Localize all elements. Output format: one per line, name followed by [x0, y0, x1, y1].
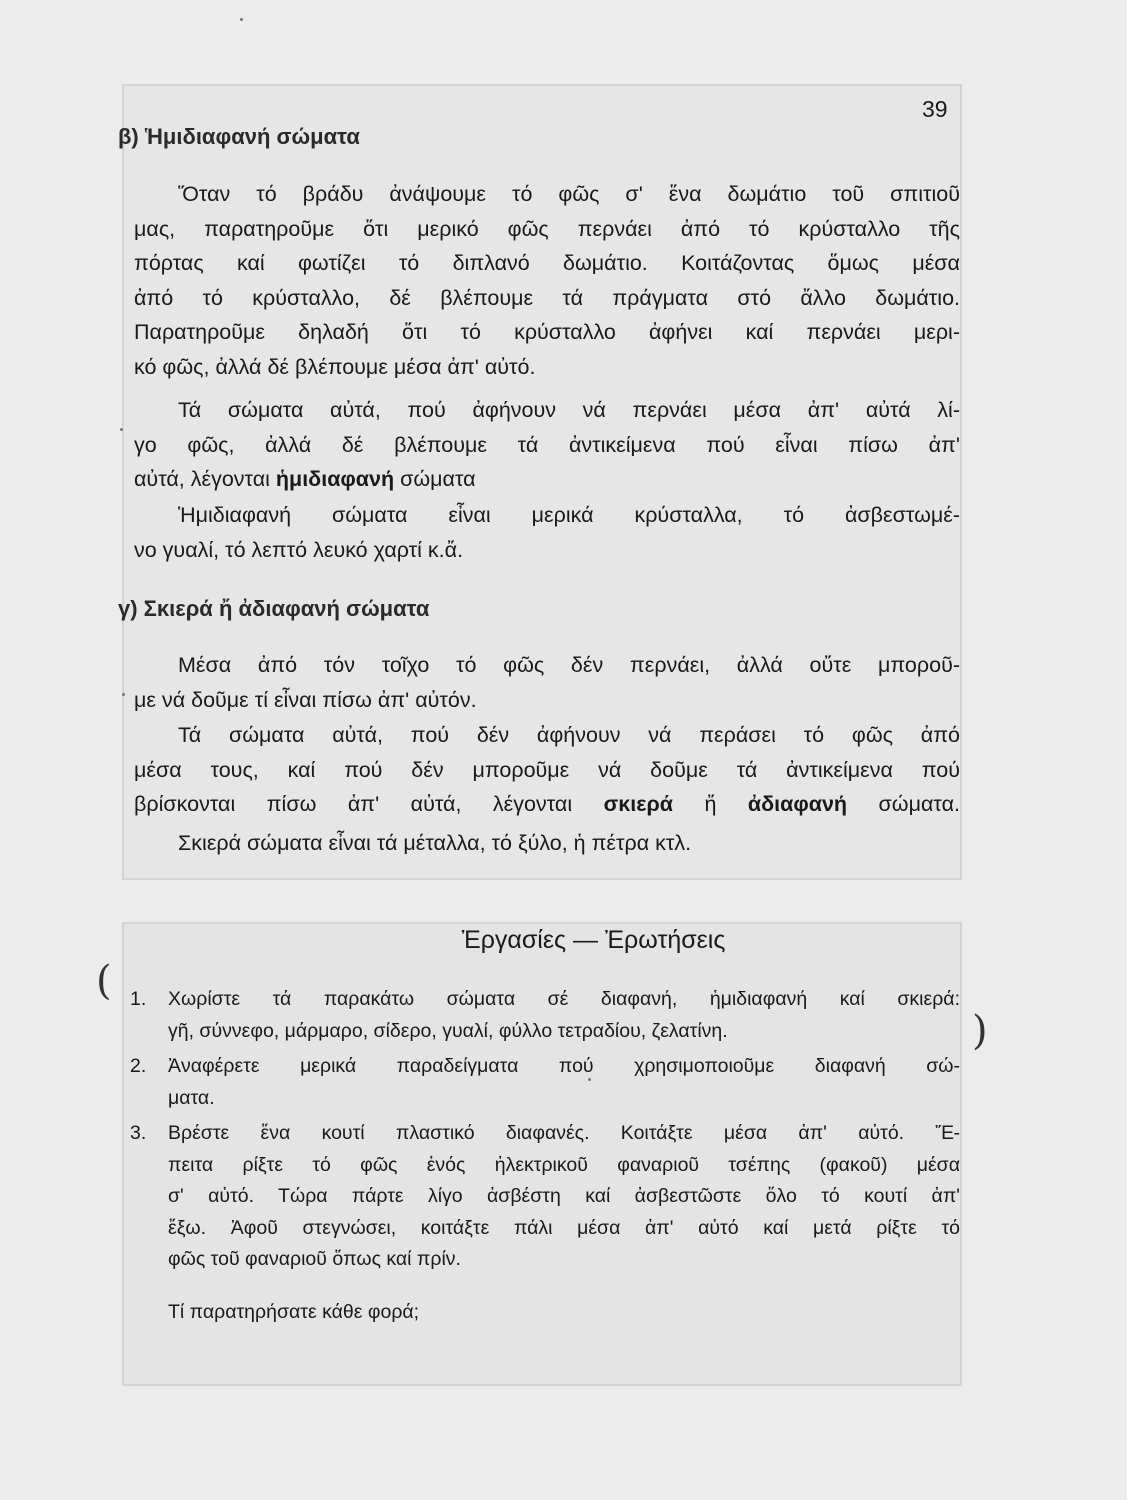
handwritten-bracket-left: ( [96, 958, 112, 1004]
text-line: Ἡμιδιαφανή σώματα εἶναι μερικά κρύσταλλα, τό ἀσβεστωμέ- [178, 503, 960, 527]
text-line: Παρατηροῦμε δηλαδή ὅτι τό κρύσταλλο ἀφήνει καί περνάει μερι- [134, 320, 960, 344]
text-fragment: βρίσκονται πίσω ἀπ' αὐτά, λέγονται [134, 792, 604, 816]
section-heading-opaque: γ) Σκιερά ἤ ἀδιαφανή σώματα [118, 596, 430, 621]
text-line: γῆ, σύννεφο, μάρμαρο, σίδερο, γυαλί, φύλλο τετραδίου, ζελατίνη. [168, 1019, 728, 1042]
exercise-item [130, 984, 960, 1047]
scan-speck [240, 18, 243, 21]
page-number: 39 [922, 96, 948, 122]
paragraph-semitransparent-definition [134, 393, 960, 497]
text-line: Βρέστε ἕνα κουτί πλαστικό διαφανές. Κοιτάξτε μέσα ἀπ' αὐτό. Ἔ- [168, 1122, 960, 1144]
text-line [134, 787, 960, 822]
text-line: κό φῶς, ἀλλά δέ βλέπουμε μέσα ἀπ' αὐτό. [134, 354, 536, 379]
text-line: ματα. [168, 1086, 215, 1109]
exercise-number: 3. [130, 1122, 147, 1144]
key-term-semitransparent: ἡμιδιαφανή [275, 467, 395, 491]
text-line: σ' αὐτό. Τώρα πάρτε λίγο ἀσβέστη καί ἀσβεστῶστε ὅλο τό κουτί ἀπ' [168, 1185, 960, 1207]
text-line: Τά σώματα αὐτά, πού δέν ἀφήνουν νά περάσει τό φῶς ἀπό [178, 723, 960, 747]
exercise-number: 2. [130, 1055, 147, 1077]
text-line: μέσα τους, καί πού δέν μποροῦμε νά δοῦμε τά ἀντικείμενα πού [134, 757, 960, 782]
text-line: φῶς τοῦ φαναριοῦ ὅπως καί πρίν. [168, 1248, 461, 1270]
text-line [134, 462, 960, 497]
final-question: Τί παρατηρήσατε κάθε φορά; [168, 1301, 420, 1323]
text-line: ἔξω. Ἀφοῦ στεγνώσει, κοιτάξτε πάλι μέσα ἀπ' αὐτό καί μετά ρίξτε τό [168, 1216, 960, 1239]
text-line: ἀπό τό κρύσταλλο, δέ βλέπουμε τά πράγματα στό ἄλλο δωμάτιο. [134, 285, 960, 310]
paragraph-opaque-definition [134, 718, 960, 822]
exercise-number: 1. [130, 988, 147, 1010]
scan-speck [122, 693, 125, 696]
text-fragment: σώματα [394, 467, 476, 491]
paragraph-opaque-examples [134, 826, 914, 861]
text-fragment: σώματα. [847, 792, 960, 816]
exercise-item [130, 1051, 960, 1114]
text-line: νο γυαλί, τό λεπτό λευκό χαρτί κ.ἄ. [134, 537, 464, 562]
text-line: Μέσα ἀπό τόν τοῖχο τό φῶς δέν περνάει, ἀλλά οὔτε μποροῦ- [178, 653, 960, 677]
text-line: Ἀναφέρετε μερικά παραδείγματα πού χρησιμοποιοῦμε διαφανή σώ- [168, 1055, 960, 1077]
text-line: Ὅταν τό βράδυ ἀνάψουμε τό φῶς σ' ἕνα δωμάτιο τοῦ σπιτιοῦ [178, 182, 960, 206]
scan-speck [588, 1078, 591, 1081]
exercise-item [130, 1118, 960, 1276]
text-line: μας, παρατηροῦμε ὅτι μερικό φῶς περνάει ἀπό τό κρύσταλλο τῆς [134, 216, 960, 241]
key-term-shadow: σκιερά [603, 792, 673, 816]
text-line: πόρτας καί φωτίζει τό διπλανό δωμάτιο. Κοιτάζοντας ὅμως μέσα [134, 251, 960, 275]
text-line: πειτα ρίξτε τό φῶς ἑνός ἠλεκτρικοῦ φαναριοῦ τσέπης (φακοῦ) μέσα [168, 1153, 960, 1176]
text-fragment: ἤ [673, 792, 748, 816]
text-line: γο φῶς, ἀλλά δέ βλέπουμε τά ἀντικείμενα πού εἶναι πίσω ἀπ' [134, 432, 960, 457]
text-fragment: αὐτά, λέγονται [134, 467, 276, 491]
text-line: με νά δοῦμε τί εἶναι πίσω ἀπ' αὐτόν. [134, 687, 477, 712]
paragraph-opaque-intro [134, 648, 960, 717]
text-line: Σκιερά σώματα εἶναι τά μέταλλα, τό ξύλο, ἡ πέτρα κτλ. [178, 831, 692, 855]
text-line: Χωρίστε τά παρακάτω σώματα σέ διαφανή, ἡμιδιαφανή καί σκιερά: [168, 988, 960, 1010]
key-term-opaque: ἀδιαφανή [747, 792, 848, 816]
exercise-list [130, 984, 960, 1280]
exercises-heading: Ἐργασίες — Ἐρωτήσεις [461, 926, 726, 954]
paragraph-semitransparent-examples [134, 498, 960, 567]
scan-speck [120, 428, 123, 431]
handwritten-bracket-right: ) [972, 1008, 988, 1054]
section-heading-semitransparent: β) Ἡμιδιαφανή σώματα [118, 124, 360, 149]
paragraph-semitransparent-intro [134, 177, 960, 384]
text-line: Τά σώματα αὐτά, πού ἀφήνουν νά περνάει μέσα ἀπ' αὐτά λί- [178, 398, 960, 422]
